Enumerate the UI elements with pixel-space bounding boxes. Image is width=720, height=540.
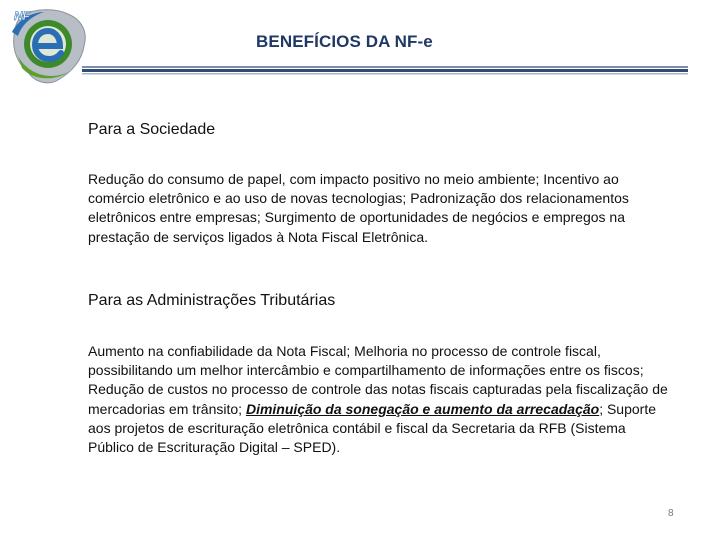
divider-line-top	[82, 66, 688, 68]
divider-line-main	[82, 69, 688, 72]
page-number: 8	[668, 508, 674, 519]
section-body-text	[88, 342, 668, 457]
nfe-logo-graphic	[4, 2, 90, 90]
section-sociedade-body	[88, 170, 668, 247]
section-sociedade	[88, 121, 668, 139]
section-heading: Para as Administrações Tributárias	[88, 292, 336, 309]
nfe-logo	[4, 2, 90, 90]
page-title: BENEFÍCIOS DA NF-e	[256, 32, 433, 51]
body-text-part: Aumento na confiabilidade da Nota Fiscal; Melhoria no processo de controle fiscal, possibilitando um melhor intercâmbio e compartilhamento de informações entre os fiscos; Redução de custos no processo de controle das notas fiscais capturadas pela fiscalização de mercadorias em trânsito;	[88, 343, 668, 417]
section-administracoes	[88, 292, 668, 310]
emphasized-text: Diminuição da sonegação e aumento da arrecadação	[245, 400, 600, 417]
divider-line-bottom	[82, 73, 688, 75]
logo-nf-text: NF	[14, 9, 30, 23]
section-administracoes-body	[88, 342, 668, 457]
title-divider	[82, 66, 688, 75]
body-text-part: ; Suporte aos projetos de escrituração eletrônica contábil e fiscal da Secretaria da RFB (Sistema Público de Escrituração Digital – SPED).	[88, 400, 657, 456]
section-heading: Para a Sociedade	[88, 121, 216, 138]
section-body-text: Redução do consumo de papel, com impacto positivo no meio ambiente; Incentivo ao comércio eletrônico e ao uso de novas tecnologias; Padronização dos relacionamentos eletrônicos entre empresas; Surgimento de oportunidades de negócios e empregos na prestação de serviços ligados à Nota Fiscal Eletrônica.	[88, 171, 629, 245]
